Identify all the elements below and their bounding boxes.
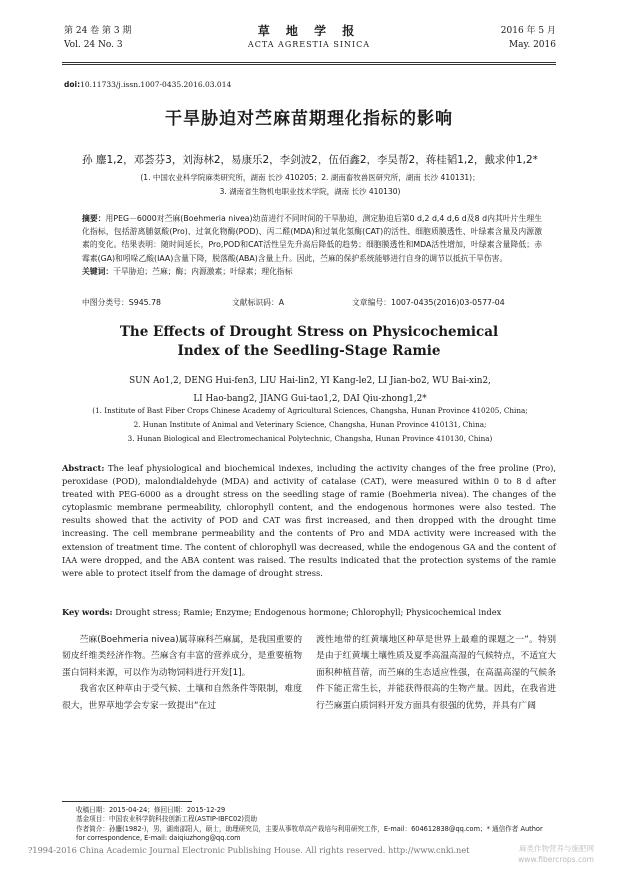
affiliation-cn-2: 3. 湖南省生物机电职业技术学院，湖南 长沙 410130) — [219, 187, 401, 196]
journal-name-cn: 草 地 学 报 — [257, 24, 361, 38]
affiliation-en-2: 2. Hunan Institute of Animal and Veterinary Science, Changsha, Hunan Province 410131, China; — [133, 420, 487, 429]
classification-meta-cn — [82, 297, 542, 308]
abstract-en-label: Abstract: — [62, 463, 105, 473]
authors-cn: 孙 鏖1,2，邓荟芬3，刘海林2，易康乐2，李剑波2，伍佰鑫2，李昊帮2，蒋桂韬1,2，戴求仲1,2* — [82, 154, 538, 166]
abstract-en — [62, 462, 556, 580]
title-en-text: The Effects of Drought Stress on Physicochemical Index of the Seedling-Stage Ramie — [119, 324, 499, 359]
keywords-cn-text: 干旱胁迫；苎麻；酶；内源激素；叶绿素；理化指标 — [113, 266, 293, 276]
abstract-cn-text: 用PEG－6000对苎麻(Boehmeria nivea)幼苗进行不同时间的干旱胁迫，测定胁迫后第0 d,2 d,4 d,6 d及8 d内其叶片生理生化指标，包括游离脯氨酸(Pro)、过氧化物酶(POD)、丙二醛(MDA)和过氧化氢酶(CAT)的活性、细胞质膜透性、叶绿素含量及内源激素的变化。结果表明：随时间延长，Pro,POD和CAT活性呈先升高后降低的趋势；细胞膜透性和MDA活性增加，叶绿素含量降低；赤霉素(GA)和吲哚乙酸(IAA)含量下降，脱落酸(ABA)含量上升。因此，苎麻的保护系统能够进行自身的调节以抵抗干旱伤害。 — [82, 214, 542, 263]
body-paragraph: 我省农区种草由于受气候、土壤和自然条件等限制，难度很大，世界草地学会专家一致提出“在过 — [62, 684, 302, 711]
keywords-en — [62, 607, 556, 617]
keywords-en-label: Key words: — [62, 607, 113, 617]
date-cn: 2016 年 5 月 — [500, 26, 556, 36]
authors-en-line-1: SUN Ao1,2, DENG Hui-fen3, LIU Hai-lin2, YI Kang-le2, LI Jian-bo2, WU Bai-xin2, — [129, 376, 491, 386]
header-divider-secondary — [62, 64, 556, 65]
watermark — [518, 843, 594, 865]
watermark-line-2: www.fibercrops.com — [518, 855, 594, 864]
authors-en — [40, 372, 580, 408]
keywords-cn-label: 关键词： — [82, 266, 114, 276]
body-column-left — [62, 632, 302, 714]
volume-en: Vol. 24 No. 3 — [64, 40, 123, 50]
watermark-line-1: 麻类作物营养与施肥网 — [519, 844, 594, 853]
page-title-cn: 干旱胁迫对苎麻苗期理化指标的影响 — [165, 109, 453, 129]
abstract-en-text: The leaf physiological and biochemical indexes, including the activity changes of the free proline (Pro), peroxidase (POD), malondialdehyde (MDA) and activity of catalase (CAT), were measured within 0 to 8 d after treated with PEG-6000 as a drought stress on the seedling stage of ramie (Boehmeria nivea). The changes of the cytoplasmic membrane permeability, chlorophyll content, and the endogenous hormones were also tested. The results showed that the activity of POD and CAT was first increased, and then dropped with the drought time increasing. The cell membrane permeability and the contents of Pro and MDA activity were increased with the extension of treatment time. The content of chlorophyll was decreased, while the endogenous GA and the content of IAA were dropped, and the ABA content was raised. The results indicated that the protection systems of the ramie were able to protect itself from the damage of drought stress. — [62, 463, 556, 578]
doi[interactable] — [64, 80, 231, 89]
body-paragraph: 渡性地带的红黄壤地区种草是世界上最难的课题之一”。特别是由于红黄壤土壤性质及夏季高温高湿的气候特点，不适宜大面积种植苜蓿，而苎麻的生态适应性强，在高温高湿的气候条件下能正常生长，并能获得很高的生物产量。因此，在我省进行苎麻蛋白质饲料开发方面具有很强的优势，并具有广阔 — [316, 635, 556, 711]
footnote-divider — [62, 801, 192, 802]
journal-date — [501, 24, 556, 52]
page-title-en — [0, 323, 618, 361]
doi-value[interactable]: 10.11733/j.issn.1007-0435.2016.03.014 — [80, 80, 232, 89]
header-divider — [62, 62, 556, 63]
footnotes — [76, 806, 546, 843]
doi-label: doi: — [64, 80, 81, 89]
affiliation-en-1: (1. Institute of Bast Fiber Crops Chinese Academy of Agricultural Sciences, Changsha, Hunan Province 410205, China; — [92, 406, 528, 415]
article-number: 文章编号：1007-0435(2016)03-0577-04 — [352, 298, 505, 307]
clc-number: 中图分类号：S945.78 — [82, 298, 162, 307]
date-en: May. 2016 — [508, 40, 556, 50]
keywords-en-text: Drought stress; Ramie; Enzyme; Endogenous hormone; Chlorophyll; Physicochemical index — [115, 607, 502, 617]
affiliation-cn-1: (1. 中国农业科学院麻类研究所，湖南 长沙 410205；2. 湖南畜牧兽医研究所，湖南 长沙 410131)； — [140, 173, 480, 182]
footnote-received: 收稿日期：2015-04-24；修回日期：2015-12-29 — [76, 806, 226, 814]
authors-en-line-2: LI Hao-bang2, JIANG Gui-tao1,2, DAI Qiu-zhong1,2* — [193, 394, 427, 404]
footnote-funding: 基金项目：中国农业科学院科技创新工程(ASTIP-IBFC02)资助 — [76, 815, 258, 824]
body-paragraph: 苎麻(Boehmeria nivea)属荨麻科苎麻属，是我国重要的韧皮纤维类经济作物。苎麻含有丰富的营养成分，是重要植物蛋白饲料来源，可以作为动物饲料进行开发[1]。 — [62, 635, 302, 678]
journal-name-en: ACTA AGRESTIA SINICA — [247, 40, 371, 49]
document-code: 文献标识码：A — [232, 298, 285, 307]
body-column-right — [316, 632, 556, 714]
abstract-cn-label: 摘要： — [82, 214, 106, 223]
volume-cn: 第 24 卷 第 3 期 — [64, 26, 132, 36]
copyright-footer: ?1994-2016 China Academic Journal Electronic Publishing House. All rights reserved. http://www.cnki.net — [28, 845, 470, 855]
footnote-author: 作者简介：孙鏖(1982-)，男，湖南邵阳人，硕士，助理研究员，主要从事牧草高产栽培与利用研究工作，E-mail：604612838@qq.com；* 通信作者 Author for correspondence, E-mail: daiqiuzhong@qq.com — [76, 824, 543, 842]
affiliation-en-3: 3. Hunan Biological and Electromechanical Polytechnic, Changsha, Hunan Province 410130, China) — [127, 434, 493, 443]
abstract-cn — [82, 212, 542, 278]
